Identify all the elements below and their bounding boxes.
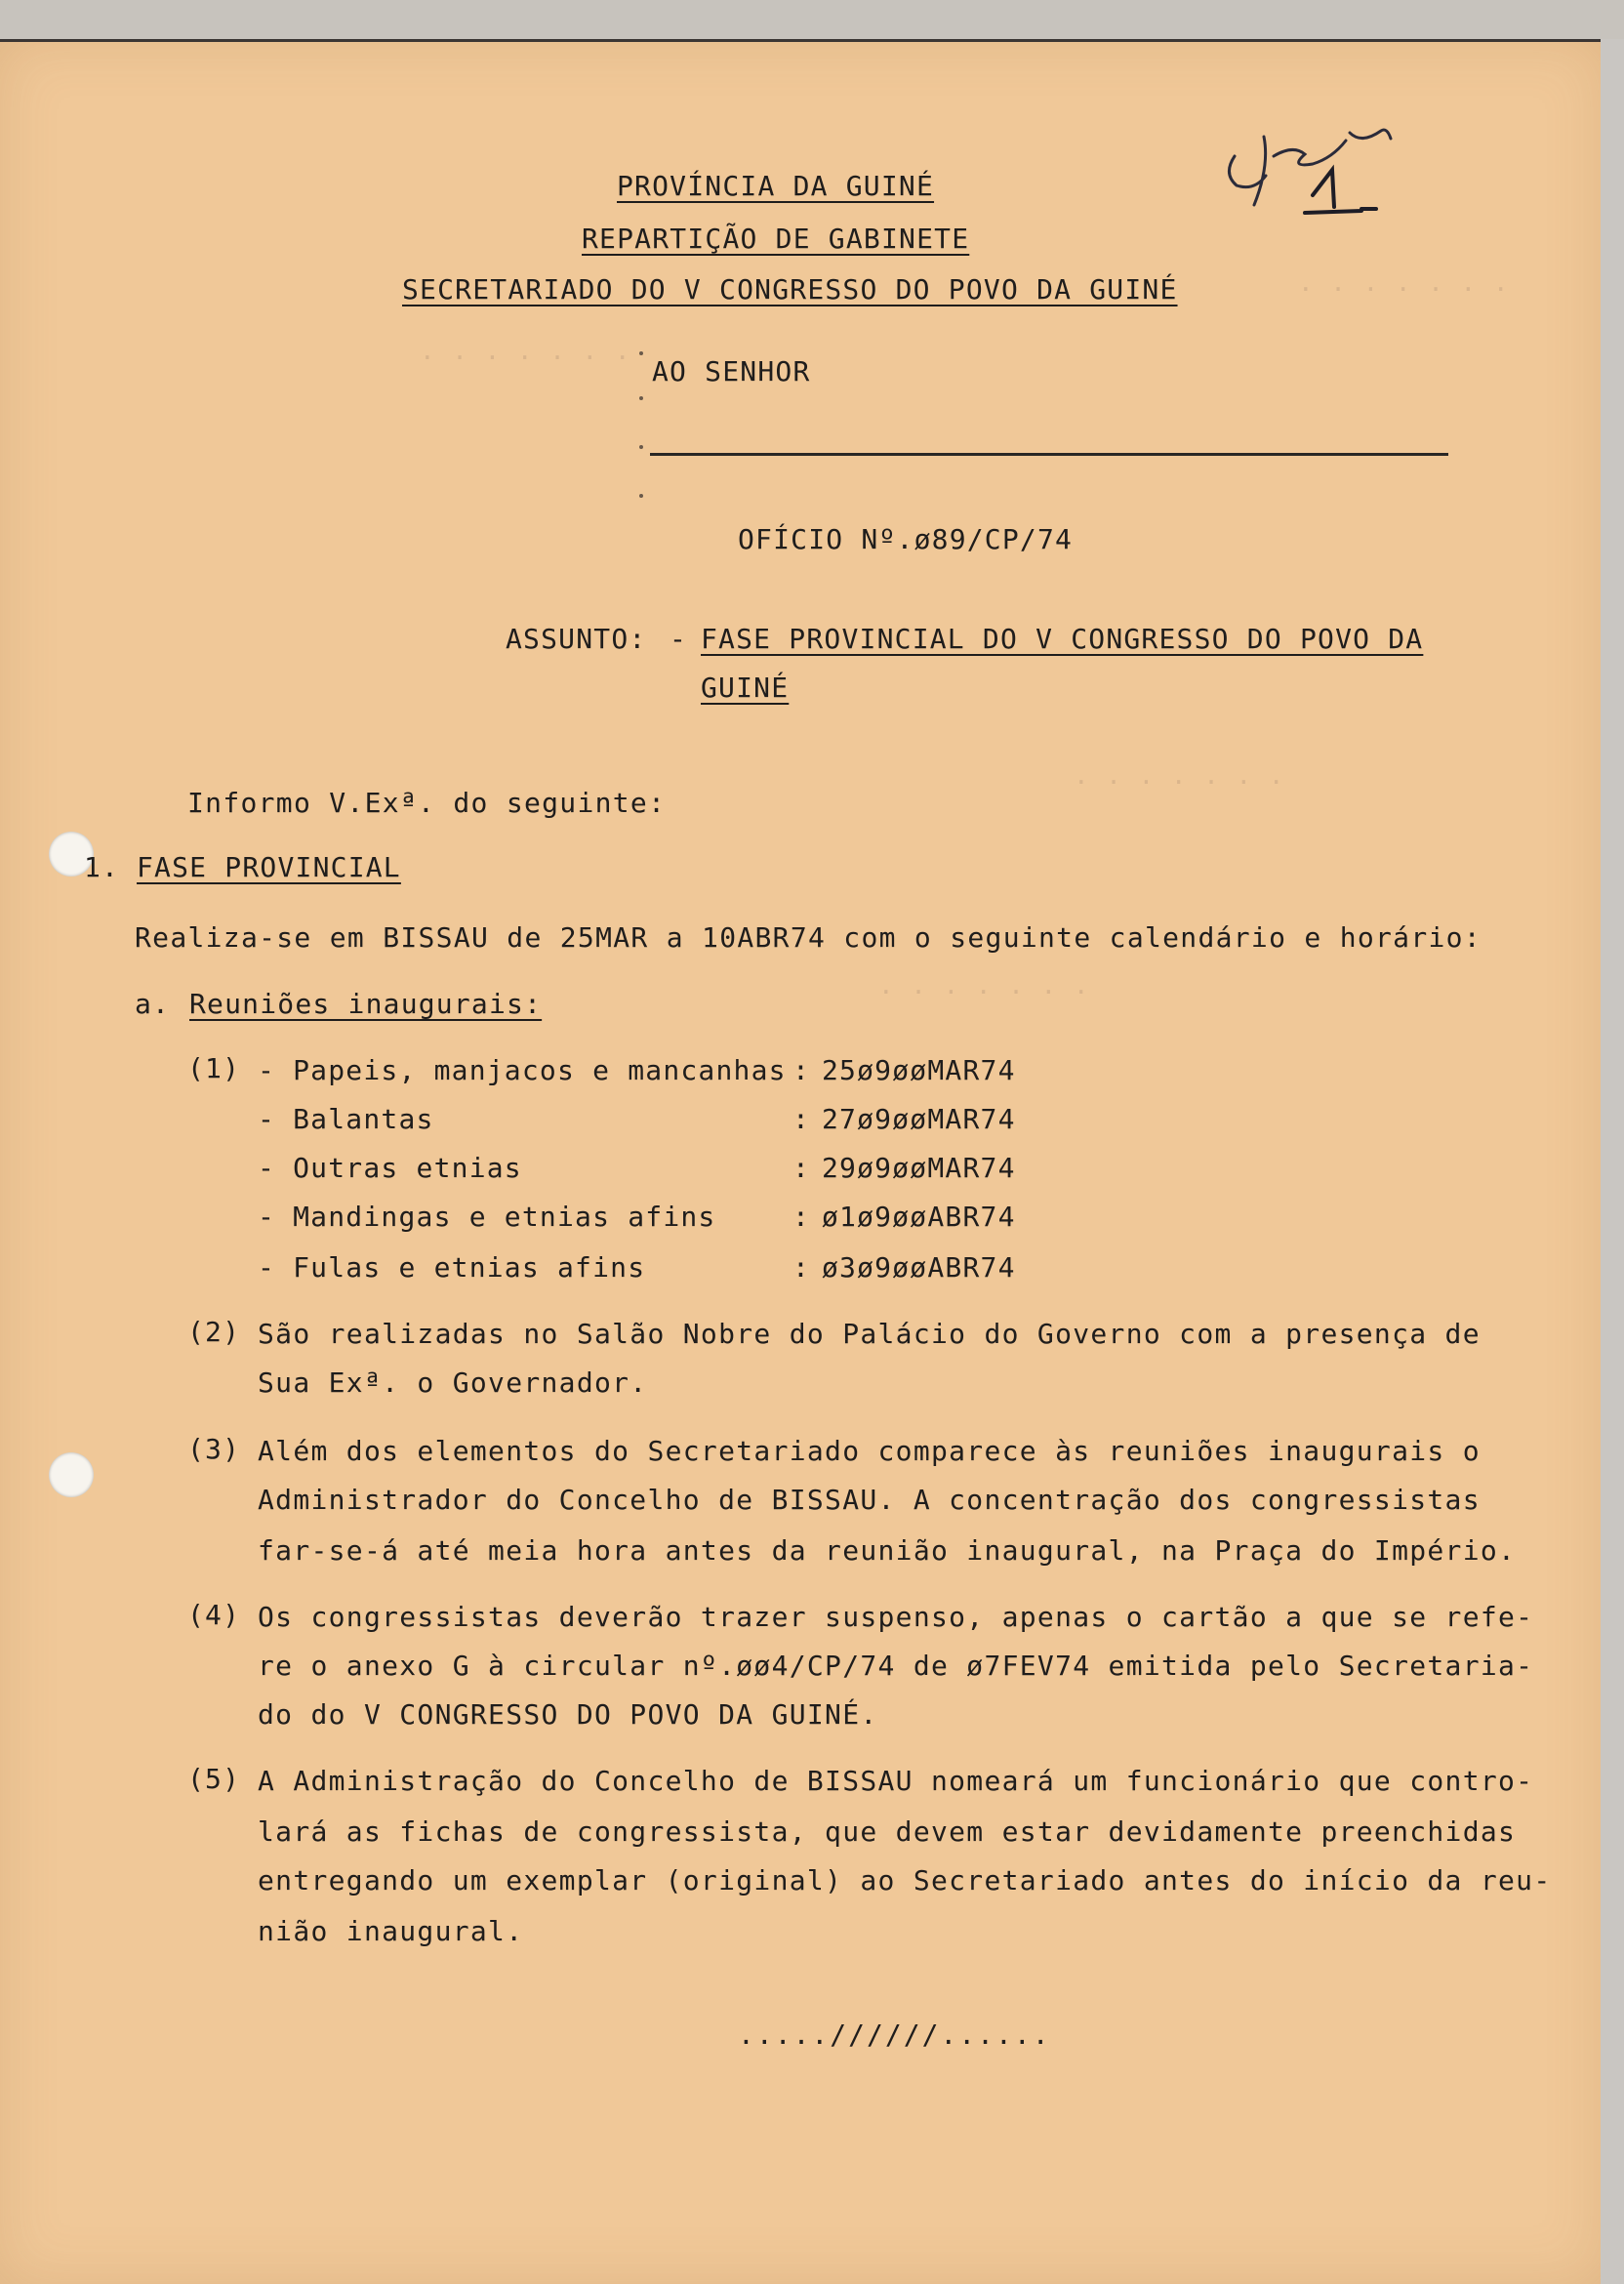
item-text: entregando um exemplar (original) ao Secretariado antes do início da reu- [258, 1864, 1552, 1897]
schedule-separator: : [792, 1152, 811, 1184]
closing-marks: .....//////...... [738, 2019, 1051, 2051]
page-right-margin [1601, 39, 1624, 2284]
handwritten-initials [1215, 98, 1430, 234]
section-title: FASE PROVINCIAL [137, 851, 401, 883]
recipient-label: AO SENHOR [652, 355, 811, 387]
item-text: far-se-á até meia hora antes da reunião inaugural, na Praça do Império. [258, 1534, 1517, 1567]
schedule-separator: : [792, 1201, 811, 1233]
item-text: Sua Exª. o Governador. [258, 1366, 648, 1399]
assunto-text-line1: FASE PROVINCIAL DO V CONGRESSO DO POVO DA [701, 623, 1424, 655]
assunto-label: ASSUNTO: [506, 623, 647, 655]
schedule-date: 29ø9øøMAR74 [822, 1152, 1016, 1184]
header-province: PROVÍNCIA DA GUINÉ [617, 170, 935, 202]
schedule-item-number: (1) [187, 1052, 241, 1084]
header-repartition: REPARTIÇÃO DE GABINETE [582, 223, 970, 255]
margin-dot [639, 445, 643, 449]
item-number: (4) [187, 1599, 241, 1631]
recipient-address-line [650, 453, 1448, 456]
margin-dot [639, 396, 643, 400]
schedule-group: - Mandingas e etnias afins [258, 1201, 716, 1233]
schedule-separator: : [792, 1251, 811, 1284]
schedule-separator: : [792, 1054, 811, 1086]
schedule-group: - Balantas [258, 1103, 434, 1135]
item-text: nião inaugural. [258, 1915, 524, 1947]
schedule-separator: : [792, 1103, 811, 1135]
margin-dot [639, 494, 643, 498]
intro-text: Informo V.Exª. do seguinte: [187, 787, 667, 819]
subsection-title: Reuniões inaugurais: [189, 988, 543, 1020]
item-text: Administrador do Concelho de BISSAU. A concentração dos congressistas [258, 1484, 1481, 1516]
schedule-date: ø3ø9øøABR74 [822, 1251, 1016, 1284]
oficio-number: OFÍCIO Nº.ø89/CP/74 [738, 523, 1074, 555]
section-lead: Realiza-se em BISSAU de 25MAR a 10ABR74 com o seguinte calendário e horário: [135, 921, 1482, 954]
schedule-group: - Papeis, manjacos e mancanhas [258, 1054, 787, 1086]
punch-hole-lower [49, 1452, 94, 1497]
schedule-group: - Fulas e etnias afins [258, 1251, 646, 1284]
section-number: 1. [84, 851, 120, 883]
item-number: (3) [187, 1433, 241, 1465]
assunto-dash: - [670, 623, 688, 655]
schedule-date: ø1ø9øøABR74 [822, 1201, 1016, 1233]
item-number: (5) [187, 1763, 241, 1795]
item-text: Os congressistas deverão trazer suspenso, apenas o cartão a que se refe- [258, 1601, 1534, 1633]
schedule-date: 25ø9øøMAR74 [822, 1054, 1016, 1086]
item-text: São realizadas no Salão Nobre do Palácio do Governo com a presença de [258, 1318, 1481, 1350]
assunto-text-line2: GUINÉ [701, 672, 790, 704]
item-text: A Administração do Concelho de BISSAU nomeará um funcionário que contro- [258, 1765, 1534, 1797]
item-text: do do V CONGRESSO DO POVO DA GUINÉ. [258, 1698, 878, 1731]
item-number: (2) [187, 1316, 241, 1348]
header-secretariat: SECRETARIADO DO V CONGRESSO DO POVO DA GUINÉ [402, 273, 1178, 306]
schedule-group: - Outras etnias [258, 1152, 522, 1184]
item-text: Além dos elementos do Secretariado comparece às reuniões inaugurais o [258, 1435, 1481, 1467]
item-text: re o anexo G à circular nº.øø4/CP/74 de ø7FEV74 emitida pelo Secretaria- [258, 1650, 1534, 1682]
item-text: lará as fichas de congressista, que devem estar devidamente preenchidas [258, 1815, 1517, 1848]
page-top-edge [0, 39, 1604, 42]
margin-dot [639, 351, 643, 355]
subsection-letter: a. [135, 988, 171, 1020]
schedule-date: 27ø9øøMAR74 [822, 1103, 1016, 1135]
